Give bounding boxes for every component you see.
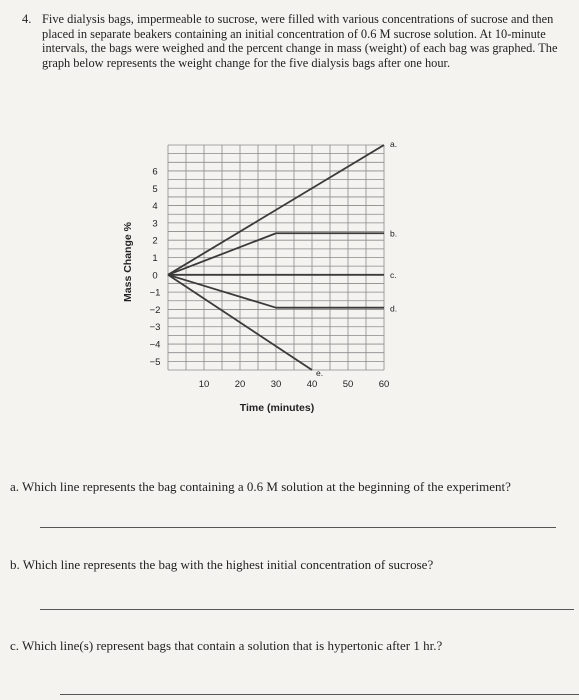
series-label-1: a. bbox=[390, 139, 398, 149]
series-label-3: c. bbox=[390, 269, 397, 280]
x-tick-label-4: 50 bbox=[342, 379, 354, 390]
series-label-2: b. bbox=[390, 228, 398, 239]
series-label-4: d. bbox=[390, 303, 398, 314]
answer-line-b[interactable] bbox=[40, 609, 574, 610]
chart-ticks bbox=[150, 166, 390, 390]
y-tick-label-7: −1 bbox=[149, 287, 161, 299]
x-tick-label-3: 40 bbox=[306, 379, 318, 390]
y-tick-label-11: −5 bbox=[149, 356, 161, 368]
y-tick-label-4: 2 bbox=[152, 235, 158, 247]
y-tick-label-5: 1 bbox=[152, 253, 158, 264]
y-axis-label: Mass Change % bbox=[122, 222, 134, 302]
answer-line-a[interactable] bbox=[40, 527, 556, 528]
y-tick-label-1: 5 bbox=[152, 183, 158, 195]
y-tick-label-9: −3 bbox=[149, 322, 161, 334]
x-tick-label-1: 20 bbox=[234, 379, 246, 390]
intro-text: Five dialysis bags, impermeable to sucrose, were filled with various concentrations of sucrose and then placed in separate beakers containing an initial concentration of 0.6 M sucrose solution. At 10-minute intervals, the bags were weighed and the percent change in mass (weight) of each bag was graphed. The graph below represents the weight change for the five dialysis bags after one hour. bbox=[42, 12, 558, 70]
series-label-5: e. bbox=[316, 368, 324, 378]
x-tick-label-0: 10 bbox=[198, 379, 210, 390]
x-tick-label-5: 60 bbox=[378, 379, 390, 390]
y-tick-label-6: 0 bbox=[152, 270, 158, 282]
chart-line-labels bbox=[316, 139, 397, 378]
chart-grid bbox=[168, 145, 384, 370]
y-tick-label-3: 3 bbox=[152, 218, 158, 230]
question-c: c. Which line(s) represent bags that contain a solution that is hypertonic after 1 hr.? bbox=[10, 638, 443, 653]
answer-line-c[interactable] bbox=[60, 694, 579, 695]
x-tick-label-2: 30 bbox=[270, 379, 282, 390]
question-b: b. Which line represents the bag with the highest initial concentration of sucrose? bbox=[10, 557, 434, 572]
y-tick-label-8: −2 bbox=[149, 304, 161, 316]
question-a: a. Which line represents the bag containing a 0.6 M solution at the beginning of the experiment? bbox=[10, 479, 511, 494]
y-tick-label-0: 6 bbox=[152, 166, 158, 178]
x-axis-label: Time (minutes) bbox=[239, 402, 315, 414]
question-number: 4. bbox=[22, 12, 32, 26]
y-tick-label-2: 4 bbox=[152, 201, 158, 213]
y-tick-label-10: −4 bbox=[149, 339, 161, 351]
